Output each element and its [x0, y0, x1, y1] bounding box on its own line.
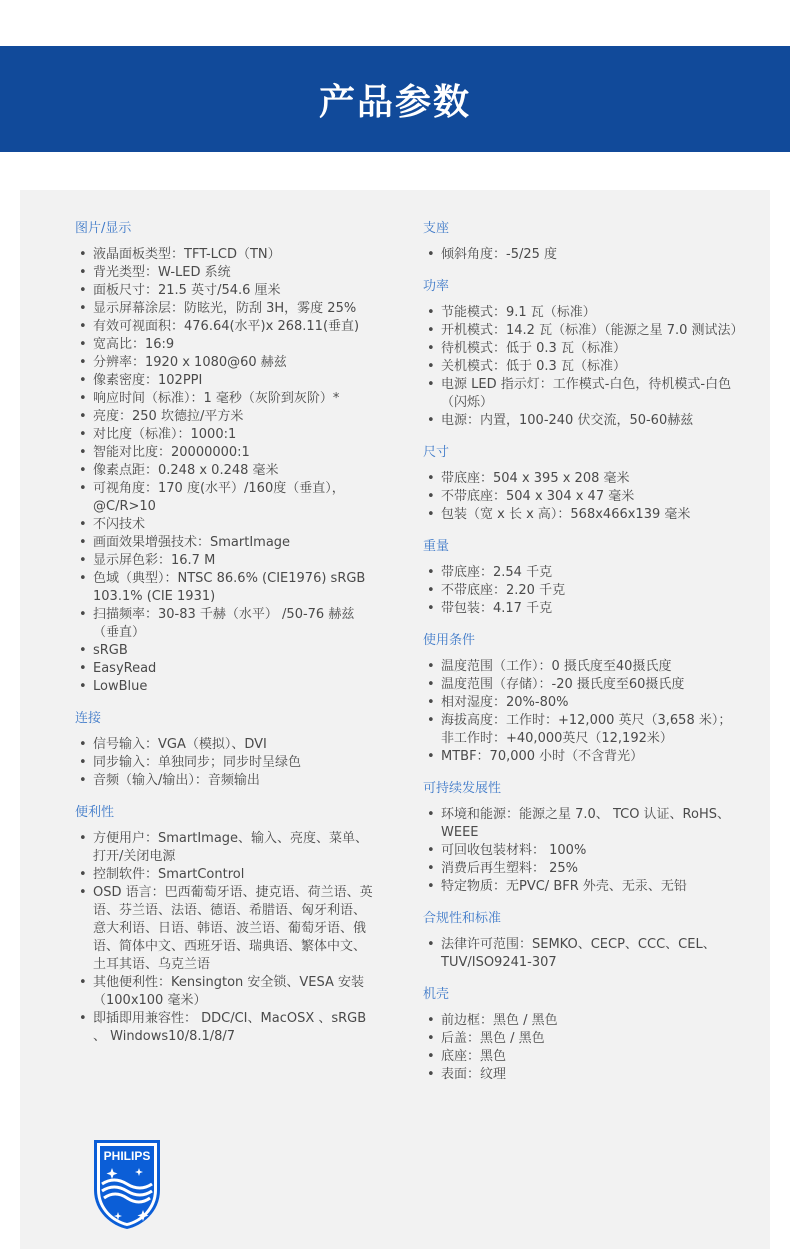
spec-list: [423, 1012, 743, 1084]
spec-section: [423, 632, 743, 766]
spec-item: • 带底座：2.54 千克: [423, 564, 743, 582]
section-title: 重量: [423, 539, 450, 554]
section-title: 尺寸: [423, 445, 450, 460]
logo-text: PHILIPS: [103, 1149, 151, 1163]
spec-list: [423, 304, 743, 430]
spec-item: • 可视角度：170 度(水平）/160度（垂直），@C/R>10: [75, 480, 375, 516]
spec-item: • 带包装：4.17 千克: [423, 600, 743, 618]
section-title: 使用条件: [423, 633, 476, 648]
section-title: 图片/显示: [75, 221, 132, 236]
spec-item: • sRGB: [75, 642, 375, 660]
section-title: 可持续发展性: [423, 781, 502, 796]
spec-item: • 法律许可范围：SEMKO、CECP、CCC、CEL、TUV/ISO9241-307: [423, 936, 743, 972]
spec-item: • 不带底座：2.20 千克: [423, 582, 743, 600]
spec-list: [423, 806, 743, 896]
spec-item: • 画面效果增强技术：SmartImage: [75, 534, 375, 552]
spec-section: [423, 220, 743, 264]
spec-item: • 温度范围（工作）：0 摄氏度至40摄氏度: [423, 658, 743, 676]
philips-shield-icon: [92, 1138, 162, 1230]
spec-item: • 音频（输入/输出）：音频输出: [75, 772, 375, 790]
spec-column-right: [423, 220, 743, 1098]
spec-item: • 方便用户：SmartImage、输入、亮度、菜单、打开/关闭电源: [75, 830, 375, 866]
spec-item: • LowBlue: [75, 678, 375, 696]
spec-item: • 背光类型：W-LED 系统: [75, 264, 375, 282]
spec-section: [423, 538, 743, 618]
section-title: 连接: [75, 711, 102, 726]
spec-item: • 显示屏幕涂层：防眩光，防刮 3H，雾度 25%: [75, 300, 375, 318]
spec-item: • 可回收包装材料： 100%: [423, 842, 743, 860]
spec-item: • 即插即用兼容性： DDC/CI、MacOSX 、sRGB 、 Windows10/8.1/8/7: [75, 1010, 375, 1046]
spec-item: • 对比度（标准）：1000:1: [75, 426, 375, 444]
spec-item: • 后盖：黑色 / 黑色: [423, 1030, 743, 1048]
spec-item: • 节能模式：9.1 瓦（标准）: [423, 304, 743, 322]
spec-item: • 带底座：504 x 395 x 208 毫米: [423, 470, 743, 488]
spec-item: • 包装（宽 x 长 x 高）：568x466x139 毫米: [423, 506, 743, 524]
header-banner: [0, 46, 790, 152]
spec-section: [423, 780, 743, 896]
spec-item: • 液晶面板类型：TFT-LCD（TN）: [75, 246, 375, 264]
spec-item: • 显示屏色彩：16.7 M: [75, 552, 375, 570]
spec-item: • 待机模式：低于 0.3 瓦（标准）: [423, 340, 743, 358]
spec-list: [75, 830, 375, 1046]
spec-list: [423, 564, 743, 618]
spec-item: • 海拔高度：工作时：+12,000 英尺（3,658 米）；非工作时：+40,000英尺（12,192米）: [423, 712, 743, 748]
spec-list: [423, 470, 743, 524]
spec-item: • 像素密度：102PPI: [75, 372, 375, 390]
spec-item: • 同步输入：单独同步；同步时呈绿色: [75, 754, 375, 772]
spec-item: • 前边框：黑色 / 黑色: [423, 1012, 743, 1030]
spec-section: [423, 986, 743, 1084]
spec-item: • 不带底座：504 x 304 x 47 毫米: [423, 488, 743, 506]
spec-list: [75, 736, 375, 790]
spec-item: • 亮度：250 坎德拉/平方米: [75, 408, 375, 426]
spec-column-left: [75, 220, 375, 1060]
spec-item: • 特定物质：无PVC/ BFR 外壳、无汞、无铅: [423, 878, 743, 896]
spec-item: • 宽高比：16:9: [75, 336, 375, 354]
section-title: 机壳: [423, 987, 450, 1002]
spec-section: [423, 278, 743, 430]
page-title: 产品参数: [318, 81, 471, 123]
spec-section: [75, 220, 375, 696]
spec-item: • 表面：纹理: [423, 1066, 743, 1084]
spec-list: [75, 246, 375, 696]
spec-item: • 环境和能源：能源之星 7.0、 TCO 认证、RoHS、 WEEE: [423, 806, 743, 842]
section-title: 便利性: [75, 805, 115, 820]
spec-item: • 有效可视面积：476.64(水平)x 268.11(垂直): [75, 318, 375, 336]
spec-item: • MTBF：70,000 小时（不含背光）: [423, 748, 743, 766]
spec-item: • 不闪技术: [75, 516, 375, 534]
spec-item: • 分辨率：1920 x 1080@60 赫兹: [75, 354, 375, 372]
spec-item: • 其他便利性：Kensington 安全锁、VESA 安装（100x100 毫米）: [75, 974, 375, 1010]
spec-item: • 扫描频率：30-83 千赫（水平） /50-76 赫兹（垂直）: [75, 606, 375, 642]
section-title: 合规性和标准: [423, 911, 502, 926]
spec-list: [423, 246, 743, 264]
spec-item: • EasyRead: [75, 660, 375, 678]
spec-item: • 关机模式：低于 0.3 瓦（标准）: [423, 358, 743, 376]
spec-section: [75, 710, 375, 790]
spec-list: [423, 658, 743, 766]
spec-item: • 电源：内置，100-240 伏交流，50-60赫兹: [423, 412, 743, 430]
spec-item: • 相对湿度：20%-80%: [423, 694, 743, 712]
spec-item: • 智能对比度：20000000:1: [75, 444, 375, 462]
spec-item: • 开机模式：14.2 瓦（标准）（能源之星 7.0 测试法）: [423, 322, 743, 340]
spec-item: • 面板尺寸：21.5 英寸/54.6 厘米: [75, 282, 375, 300]
spec-item: • 底座：黑色: [423, 1048, 743, 1066]
spec-item: • 消费后再生塑料： 25%: [423, 860, 743, 878]
spec-section: [423, 444, 743, 524]
spec-item: • 倾斜角度：-5/25 度: [423, 246, 743, 264]
section-title: 功率: [423, 279, 450, 294]
spec-item: • OSD 语言：巴西葡萄牙语、捷克语、荷兰语、英语、芬兰语、法语、德语、希腊语、匈牙利语、意大利语、日语、韩语、波兰语、葡萄牙语、俄语、简体中文、西班牙语、瑞典语、繁体中文、土耳其语、乌克兰语: [75, 884, 375, 974]
section-title: 支座: [423, 221, 450, 236]
spec-item: • 色域（典型）：NTSC 86.6% (CIE1976) sRGB 103.1% (CIE 1931): [75, 570, 375, 606]
spec-item: • 像素点距：0.248 x 0.248 毫米: [75, 462, 375, 480]
spec-item: • 电源 LED 指示灯：工作模式-白色，待机模式-白色（闪烁）: [423, 376, 743, 412]
spec-section: [75, 804, 375, 1046]
spec-item: • 响应时间（标准）：1 毫秒（灰阶到灰阶）*: [75, 390, 375, 408]
spec-section: [423, 910, 743, 972]
spec-item: • 信号输入：VGA（模拟）、DVI: [75, 736, 375, 754]
spec-item: • 温度范围（存储）：-20 摄氏度至60摄氏度: [423, 676, 743, 694]
spec-item: • 控制软件：SmartControl: [75, 866, 375, 884]
spec-panel: [20, 190, 770, 1249]
spec-list: [423, 936, 743, 972]
